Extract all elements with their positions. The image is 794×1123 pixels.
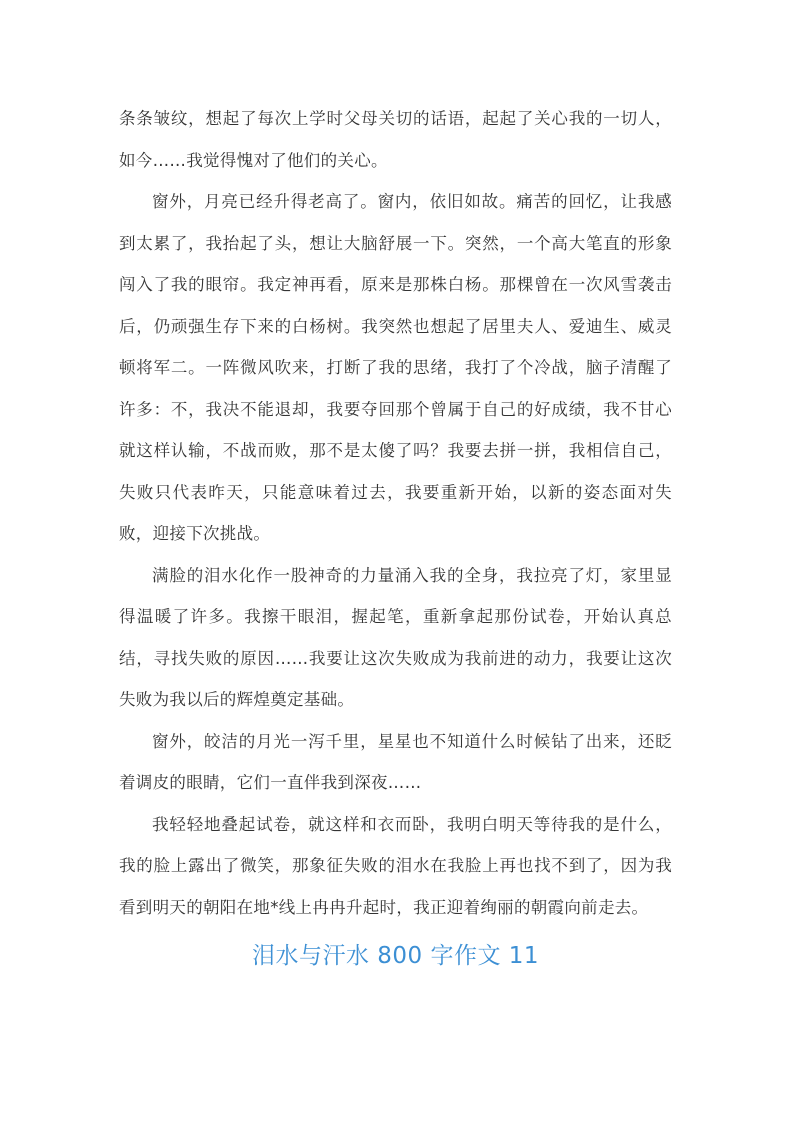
paragraph-continuation: 条条皱纹，想起了每次上学时父母关切的话语，起起了关心我的一切人，如今……我觉得愧对了他们的关心。 — [119, 109, 672, 170]
paragraph-window-moon: 窗外，月亮已经升得老高了。窗内，依旧如故。痛苦的回忆，让我感到太累了，我抬起了头，想让大脑舒展一下。突然，一个高大笔直的形象闯入了我的眼帘。我定神再看，原来是那株白杨。那棵曾在一次风雪袭击后，仍顽强生存下来的白杨树。我突然也想起了居里夫人、爱迪生、威灵顿将军二。一阵微风吹来，打断了我的思绪，我打了个冷战，脑子清醒了许多：不，我决不能退却，我要夺回那个曾属于自己的好成绩，我不甘心就这样认输，不战而败，那不是太傻了吗？我要去拼一拼，我相信自己，失败只代表昨天，只能意味着过去，我要重新开始，以新的姿态面对失败，迎接下次挑战。 — [119, 192, 672, 543]
essay-heading: 泪水与汗水 800 字作文 11 — [251, 943, 540, 969]
paragraph-fold-papers: 我轻轻地叠起试卷，就这样和衣而卧，我明白明天等待我的是什么，我的脸上露出了微笑，那象征失败的泪水在我脸上再也找不到了，因为我看到明天的朝阳在地*线上冉冉升起时，我正迎着绚丽的朝霞向前走去。 — [119, 814, 672, 917]
paragraph-moonlight: 窗外，皎洁的月光一泻千里，星星也不知道什么时候钻了出来，还眨着调皮的眼睛，它们一直伴我到深夜…… — [119, 731, 672, 792]
document-page — [119, 98, 672, 976]
paragraph-tears-power: 满脸的泪水化作一股神奇的力量涌入我的全身，我拉亮了灯，家里显得温暖了许多。我擦干眼泪，握起笔，重新拿起那份试卷，开始认真总结，寻找失败的原因……我要让这次失败成为我前进的动力，我要让这次失败为我以后的辉煌奠定基础。 — [119, 565, 672, 709]
